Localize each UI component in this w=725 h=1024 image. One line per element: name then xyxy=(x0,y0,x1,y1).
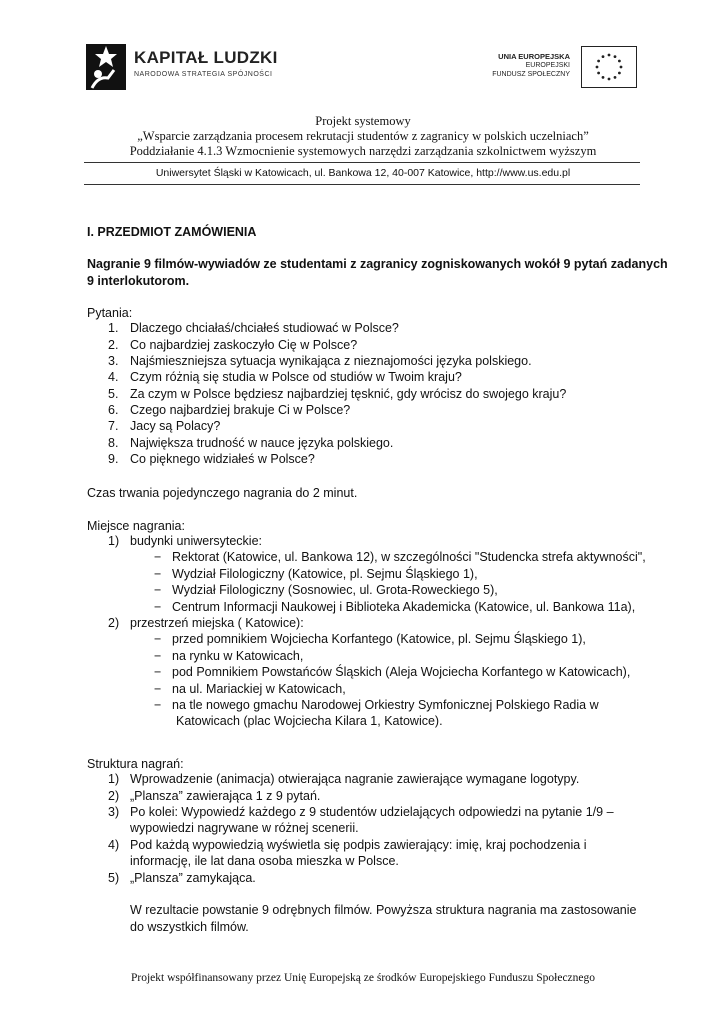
question-number: 6. xyxy=(108,403,119,417)
kapital-ludzki-emblem-icon xyxy=(84,40,130,94)
question-text: Najśmieszniejsza sytuacja wynikająca z nieznajomości języka polskiego. xyxy=(130,354,532,368)
question-number: 2. xyxy=(108,338,119,352)
structure-text: Pod każdą wypowiedzią wyświetla się podpis zawierający: imię, kraj pochodzenia i xyxy=(130,838,587,852)
intro-line-1: Nagranie 9 filmów-wywiadów ze studentami z zagranicy zogniskowanych wokół 9 pytań zadanych xyxy=(87,257,668,271)
question-text: Co pięknego widziałeś w Polsce? xyxy=(130,452,315,466)
list-dash: − xyxy=(154,698,162,712)
place-item: pod Pomnikiem Powstańców Śląskich (Aleja Wojciecha Korfantego w Katowicach), xyxy=(172,665,631,679)
list-dash: − xyxy=(154,600,162,614)
place-group-number: 1) xyxy=(108,534,120,548)
place-item: na tle nowego gmachu Narodowej Orkiestry Symfonicznej Polskiego Radia w xyxy=(172,698,599,712)
project-subaction: Poddziałanie 4.1.3 Wzmocnienie systemowych narzędzi zarządzania szkolnictwem wyższym xyxy=(129,144,597,158)
question-text: Jacy są Polacy? xyxy=(130,419,221,433)
section-title: I. PRZEDMIOT ZAMÓWIENIA xyxy=(87,225,257,239)
question-text: Co najbardziej zaskoczyło Cię w Polsce? xyxy=(130,338,358,352)
question-text: Dlaczego chciałaś/chciałeś studiować w Polsce? xyxy=(130,321,399,335)
structure-number: 3) xyxy=(108,805,120,819)
list-dash: − xyxy=(154,550,162,564)
question-number: 1. xyxy=(108,321,119,335)
structure-number: 4) xyxy=(108,838,120,852)
structure-number: 2) xyxy=(108,789,120,803)
question-text: Za czym w Polsce będziesz najbardziej tęsknić, gdy wrócisz do swojego kraju? xyxy=(130,387,567,401)
place-group-label: przestrzeń miejska ( Katowice): xyxy=(130,616,304,630)
structure-text-continued: wypowiedzi nagrywane w różnej scenerii. xyxy=(130,821,359,835)
project-title: Projekt systemowy xyxy=(315,114,411,128)
recording-duration: Czas trwania pojedynczego nagrania do 2 minut. xyxy=(87,486,358,500)
header-rule-top xyxy=(84,162,640,163)
footer-text: Projekt współfinansowany przez Unię Europejską ze środków Europejskiego Funduszu Społecznego xyxy=(130,972,596,984)
place-item: Rektorat (Katowice, ul. Bankowa 12), w szczególności "Studencka strefa aktywności", xyxy=(172,550,646,564)
kapital-ludzki-subtitle: NARODOWA STRATEGIA SPÓJNOŚCI xyxy=(134,71,273,78)
structure-text-continued: informację, ile lat dana osoba mieszka w Polsce. xyxy=(130,854,399,868)
place-item: na ul. Mariackiej w Katowicach, xyxy=(172,682,346,696)
question-number: 8. xyxy=(108,436,119,450)
place-item-continued: Katowicach (plac Wojciecha Kilara 1, Katowice). xyxy=(176,714,443,728)
structure-text: Po kolei: Wypowiedź każdego z 9 studentów udzielających odpowiedzi na pytanie 1/9 – xyxy=(130,805,614,819)
place-item: przed pomnikiem Wojciecha Korfantego (Katowice, pl. Sejmu Śląskiego 1), xyxy=(172,632,586,646)
question-text: Czym różnią się studia w Polsce od studiów w Twoim kraju? xyxy=(130,370,462,384)
structure-text: Wprowadzenie (animacja) otwierająca nagranie zawierające wymagane logotypy. xyxy=(130,772,580,786)
list-dash: − xyxy=(154,649,162,663)
question-number: 3. xyxy=(108,354,119,368)
structure-text: „Plansza” zawierająca 1 z 9 pytań. xyxy=(130,789,321,803)
place-item: Centrum Informacji Naukowej i Biblioteka Akademicka (Katowice, ul. Bankowa 11a), xyxy=(172,600,636,614)
list-dash: − xyxy=(154,665,162,679)
structure-label: Struktura nagrań: xyxy=(87,757,184,771)
eu-logo xyxy=(492,46,640,92)
header-rule-bottom xyxy=(84,184,640,185)
question-number: 4. xyxy=(108,370,119,384)
questions-label: Pytania: xyxy=(87,306,133,320)
places-label: Miejsce nagrania: xyxy=(87,519,185,533)
project-name: „Wsparcie zarządzania procesem rekrutacji studentów z zagranicy w polskich uczelniach” xyxy=(137,129,589,143)
structure-number: 5) xyxy=(108,871,120,885)
place-group-number: 2) xyxy=(108,616,120,630)
kapital-ludzki-title: KAPITAŁ LUDZKI xyxy=(134,48,278,67)
eu-logo-line3: FUNDUSZ SPOŁECZNY xyxy=(492,71,570,78)
place-item: na rynku w Katowicach, xyxy=(172,649,304,663)
eu-logo-line2: EUROPEJSKI xyxy=(525,62,570,69)
structure-text: „Plansza” zamykająca. xyxy=(130,871,256,885)
university-address: Uniwersytet Śląski w Katowicach, ul. Bankowa 12, 40-007 Katowice, http://www.us.edu.pl xyxy=(155,167,571,179)
question-number: 5. xyxy=(108,387,119,401)
eu-logo-line1: UNIA EUROPEJSKA xyxy=(498,52,570,61)
eu-flag-icon xyxy=(581,46,637,88)
place-item: Wydział Filologiczny (Sosnowiec, ul. Grota-Roweckiego 5), xyxy=(172,583,498,597)
structure-number: 1) xyxy=(108,772,120,786)
result-line-2: do wszystkich filmów. xyxy=(130,920,249,934)
result-line-1: W rezultacie powstanie 9 odrębnych filmów. Powyższa struktura nagrania ma zastosowanie xyxy=(130,903,637,917)
place-item: Wydział Filologiczny (Katowice, pl. Sejmu Śląskiego 1), xyxy=(172,567,478,581)
question-text: Czego najbardziej brakuje Ci w Polsce? xyxy=(130,403,351,417)
kapital-ludzki-logo xyxy=(84,40,294,94)
question-text: Największa trudność w nauce języka polskiego. xyxy=(130,436,394,450)
list-dash: − xyxy=(154,567,162,581)
question-number: 9. xyxy=(108,452,119,466)
list-dash: − xyxy=(154,583,162,597)
list-dash: − xyxy=(154,632,162,646)
eu-logo-text xyxy=(492,52,570,79)
question-number: 7. xyxy=(108,419,119,433)
intro-line-2: 9 interlokutorom. xyxy=(87,274,190,288)
list-dash: − xyxy=(154,682,162,696)
place-group-label: budynki uniwersyteckie: xyxy=(130,534,263,548)
